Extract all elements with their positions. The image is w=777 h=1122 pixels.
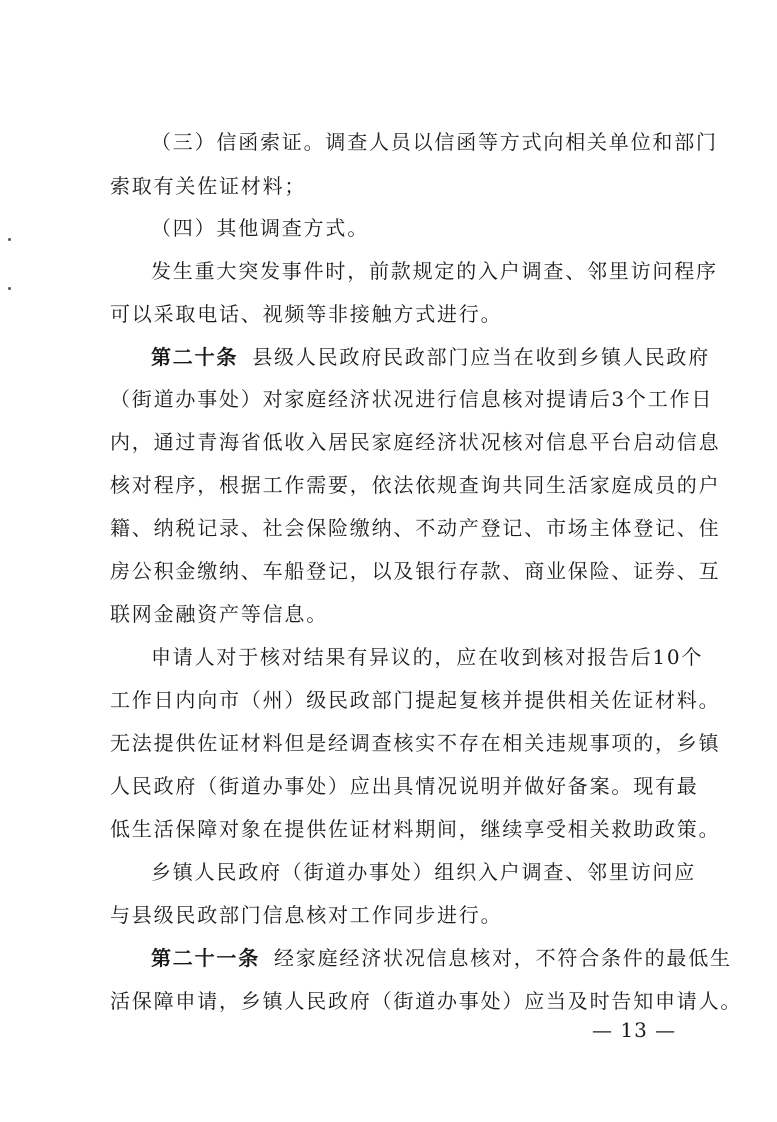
paragraph-line: 乡镇人民政府（街道办事处）组织入户调查、邻里访问应	[151, 860, 696, 884]
paragraph-line: 联网金融资产等信息。	[110, 602, 328, 626]
paragraph-line: （四）其他调查方式。	[151, 216, 369, 240]
paragraph-line: 活保障申请，乡镇人民政府（街道办事处）应当及时告知申请人。	[110, 989, 743, 1013]
scan-speck	[8, 238, 11, 241]
article-text: 经家庭经济状况信息核对，不符合条件的最低生	[274, 946, 732, 970]
scan-speck	[8, 287, 11, 290]
paragraph-line: 核对程序，根据工作需要，依法依规查询共同生活家庭成员的户	[110, 473, 721, 497]
paragraph-line: 内，通过青海省低收入居民家庭经济状况核对信息平台启动信息	[110, 430, 721, 454]
paragraph-line: 发生重大突发事件时，前款规定的入户调查、邻里访问程序	[151, 259, 718, 283]
article-text: 县级人民政府民政部门应当在收到乡镇人民政府	[252, 345, 711, 369]
article-line	[151, 345, 710, 369]
paragraph-line: 人民政府（街道办事处）应出具情况说明并做好备案。现有最	[110, 774, 699, 798]
paragraph-line: 工作日内向市（州）级民政部门提起复核并提供相关佐证材料。	[110, 688, 721, 712]
paragraph-line: 籍、纳税记录、社会保险缴纳、不动产登记、市场主体登记、住	[110, 516, 721, 540]
paragraph-line: 无法提供佐证材料但是经调查核实不存在相关违规事项的，乡镇	[110, 731, 721, 755]
paragraph-line: 索取有关佐证材料；	[110, 174, 307, 198]
paragraph-line: 可以采取电话、视频等非接触方式进行。	[110, 302, 503, 326]
article-heading: 第二十条	[151, 345, 239, 369]
paragraph-line: 房公积金缴纳、车船登记，以及银行存款、商业保险、证券、互	[110, 559, 721, 583]
paragraph-line: 与县级民政部门信息核对工作同步进行。	[110, 903, 503, 927]
paragraph-line: 申请人对于核对结果有异议的，应在收到核对报告后10个	[151, 645, 704, 669]
paragraph-line: （街道办事处）对家庭经济状况进行信息核对提请后3个工作日	[110, 387, 714, 411]
paragraph-line: （三）信函索证。调查人员以信函等方式向相关单位和部门	[151, 130, 718, 154]
article-line	[151, 946, 732, 970]
article-heading: 第二十一条	[151, 946, 260, 970]
paragraph-line: 低生活保障对象在提供佐证材料期间，继续享受相关救助政策。	[110, 817, 721, 841]
page-number: — 13 —	[592, 1018, 677, 1042]
